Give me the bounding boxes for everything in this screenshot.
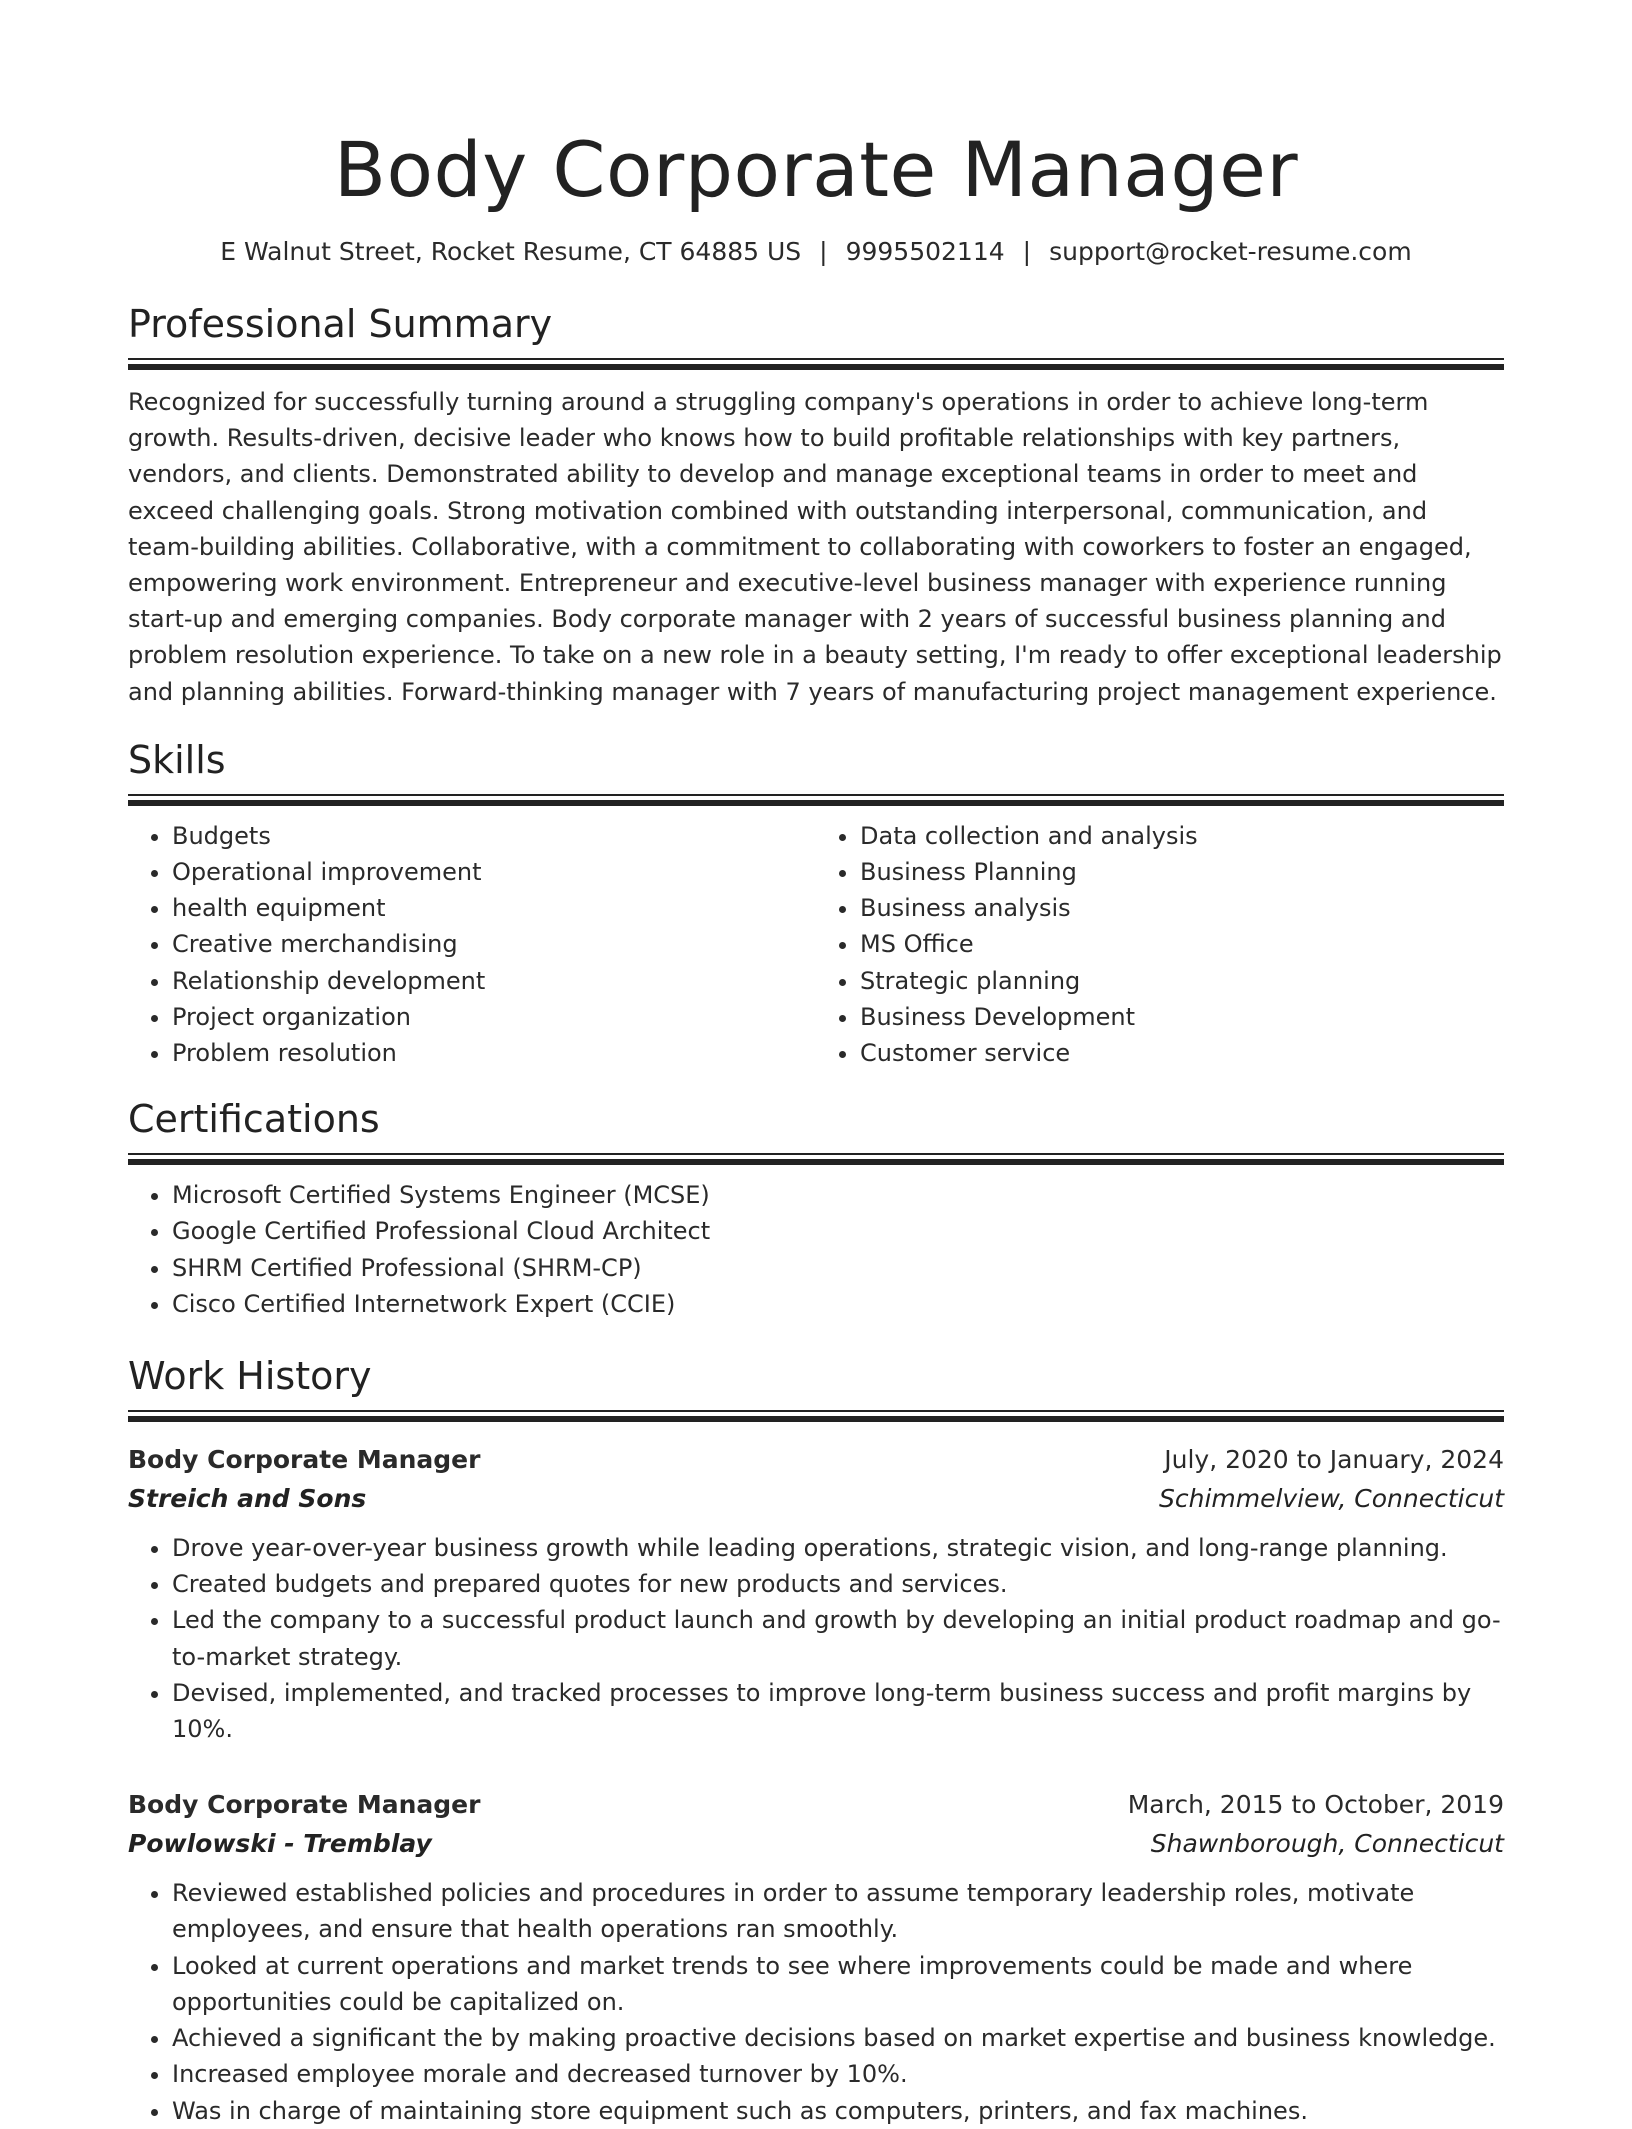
section-divider (128, 794, 1504, 796)
certifications-section (128, 1095, 1504, 1322)
contact-line (128, 234, 1504, 270)
job-bullet: • Was in charge of maintaining store equipment such as computers, printers, and fax machines. (172, 2093, 1504, 2129)
job-title: Body Corporate Manager (128, 1790, 481, 1820)
skill-item: • Relationship development (172, 963, 816, 999)
section-title-certifications: Certifications (128, 1097, 380, 1142)
job-title: Body Corporate Manager (128, 1445, 481, 1475)
certification-item: • Microsoft Certified Systems Engineer (MCSE) (172, 1177, 1504, 1213)
section-divider (128, 1416, 1504, 1422)
contact-address: E Walnut Street, Rocket Resume, CT 64885 US (220, 237, 802, 266)
certification-item: • Google Certified Professional Cloud Architect (172, 1213, 1504, 1249)
section-title-work-history: Work History (128, 1354, 372, 1399)
skill-item: • Budgets (172, 818, 816, 854)
skill-item: • Problem resolution (172, 1035, 816, 1071)
skill-item: • Business Planning (860, 854, 1504, 890)
job-entry (128, 1785, 1504, 2128)
skills-list-right (816, 818, 1504, 1071)
skill-item: • Business analysis (860, 890, 1504, 926)
section-divider (128, 364, 1504, 370)
job-dates: July, 2020 to January, 2024 (1164, 1445, 1504, 1475)
skill-item: • Data collection and analysis (860, 818, 1504, 854)
skill-item: • MS Office (860, 926, 1504, 962)
section-divider (128, 1410, 1504, 1412)
section-title-skills: Skills (128, 737, 226, 782)
contact-separator: | (1022, 237, 1032, 266)
section-divider (128, 800, 1504, 806)
job-subheader-row (128, 1479, 1504, 1518)
job-company: Powlowski - Tremblay (128, 1829, 432, 1859)
skill-item: • Customer service (860, 1035, 1504, 1071)
professional-summary-section (128, 300, 1504, 710)
section-title-summary: Professional Summary (128, 302, 553, 346)
job-dates: March, 2015 to October, 2019 (1127, 1790, 1504, 1820)
certifications-list (128, 1177, 1504, 1322)
skill-item: • Creative merchandising (172, 926, 816, 962)
job-location: Schimmelview, Connecticut (1158, 1484, 1504, 1514)
job-subheader-row (128, 1824, 1504, 1863)
job-bullet: • Increased employee morale and decreased turnover by 10%. (172, 2056, 1504, 2092)
contact-separator: | (819, 237, 828, 266)
job-bullet: • Looked at current operations and market trends to see where improvements could be made and where opportunities could be capitalized on. (172, 1948, 1504, 2020)
job-header-row (128, 1785, 1504, 1824)
job-bullet: • Led the company to a successful product launch and growth by developing an initial product roadmap and go-to-market strategy. (172, 1602, 1504, 1674)
section-divider (128, 358, 1504, 360)
job-bullet: • Achieved a significant the by making proactive decisions based on market expertise and business knowledge. (172, 2020, 1504, 2056)
section-divider (128, 1159, 1504, 1165)
skills-list-left (128, 818, 816, 1071)
job-entry (128, 1440, 1504, 1747)
job-bullet: • Drove year-over-year business growth while leading operations, strategic vision, and long-range planning. (172, 1530, 1504, 1566)
section-divider (128, 1153, 1504, 1155)
certification-item: • Cisco Certified Internetwork Expert (CCIE) (172, 1286, 1504, 1322)
resume-page (128, 0, 1504, 2129)
job-location: Shawnborough, Connecticut (1150, 1829, 1504, 1859)
certification-item: • SHRM Certified Professional (SHRM-CP) (172, 1250, 1504, 1286)
work-history-section (128, 1352, 1504, 2129)
job-company: Streich and Sons (128, 1484, 367, 1514)
contact-email: support@rocket-resume.com (1049, 237, 1412, 266)
summary-text: Recognized for successfully turning around a struggling company's operations in order to achieve long-term growth. Results-driven, decisive leader who knows how to build profitable relationships with key partners, vendors, and clients. Demonstrated ability to develop and manage exceptional teams in order to meet and exceed challenging goals. Strong motivation combined with outstanding interpersonal, communication, and team-building abilities. Collaborative, with a commitment to collaborating with coworkers to foster an engaged, empowering work environment. Entrepreneur and executive-level business manager with experience running start-up and emerging companies. Body corporate manager with 2 years of successful business planning and problem resolution experience. To take on a new role in a beauty setting, I'm ready to offer exceptional leadership and planning abilities. Forward-thinking manager with 7 years of manufacturing project management experience. (128, 388, 1502, 706)
contact-phone: 9995502114 (845, 237, 1005, 266)
skill-item: • Strategic planning (860, 963, 1504, 999)
job-bullet: • Reviewed established policies and procedures in order to assume temporary leadership roles, motivate employees, and ensure that health operations ran smoothly. (172, 1875, 1504, 1947)
skills-grid (128, 818, 1504, 1071)
resume-name: Body Corporate Manager (333, 125, 1299, 214)
job-bullets (128, 1875, 1504, 2128)
job-bullet: • Devised, implemented, and tracked processes to improve long-term business success and profit margins by 10%. (172, 1675, 1504, 1747)
skill-item: • Business Development (860, 999, 1504, 1035)
job-bullets (128, 1530, 1504, 1747)
skills-section (128, 736, 1504, 1071)
skill-item: • Project organization (172, 999, 816, 1035)
skill-item: • Operational improvement (172, 854, 816, 890)
job-header-row (128, 1440, 1504, 1479)
job-bullet: • Created budgets and prepared quotes for new products and services. (172, 1566, 1504, 1602)
skill-item: • health equipment (172, 890, 816, 926)
